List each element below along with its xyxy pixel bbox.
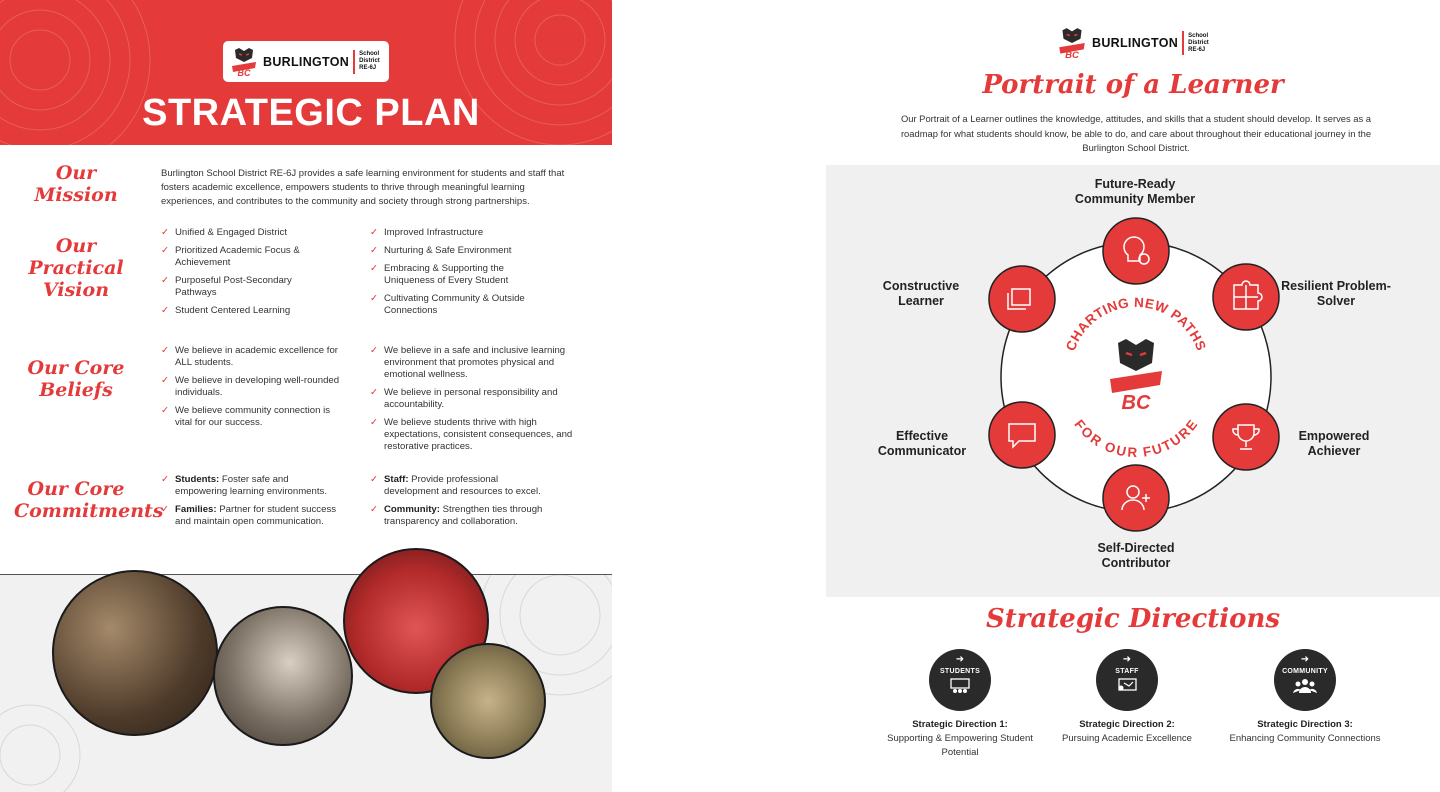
direction-1-badge: ➜ STUDENTS [929,649,991,711]
list-item: ✓ Student Centered Learning [161,305,331,317]
strategic-plan-page [0,0,612,792]
district-logo [1056,26,1209,60]
beliefs-heading: Our Core Beliefs [27,357,125,401]
portrait-description: Our Portrait of a Learner outlines the knowledge, attitudes, and skills that a student should develop. It serves as a roadmap for what students should know, be able to do, and care about throughout their educational journey in the Burlington School District. [900,113,1372,153]
list-item: ✓ We believe in personal responsibility and accountability. [370,387,580,411]
label-future-ready: Future-Ready Community Member [1074,177,1196,206]
list-item: ✓ Students: Foster safe and empowering learning environments. [161,474,341,498]
presentation-icon [1116,678,1138,694]
list-item: ✓ Families: Partner for student success and maintain open communication. [161,504,341,528]
list-item: ✓ We believe in developing well-rounded individuals. [161,375,341,399]
district-logo [223,41,389,82]
tiger-mascot-icon [229,46,259,78]
mission-heading: Our Mission [34,162,118,206]
direction-2-badge: ➜ STAFF [1096,649,1158,711]
mascot-letters: BC [237,67,251,78]
node-future-ready [1103,218,1169,284]
vision-list-1 [161,227,331,323]
label-empowered: Empowered Achiever [1298,429,1370,458]
list-item: ✓ Embracing & Supporting the Uniqueness of Every Student [370,263,540,287]
vision-list-2 [370,227,540,323]
photo-student-reading [213,606,353,746]
node-self-directed [1103,465,1169,531]
label-self-directed: Self-Directed Contributor [1097,541,1175,570]
logo-subtitle: School District RE-6J [1188,32,1209,53]
commitments-list-1 [161,474,341,534]
direction-2-text: Strategic Direction 2: Pursuing Academic Excellence [1062,719,1192,744]
direction-3-text: Strategic Direction 3: Enhancing Community Connections [1229,719,1381,744]
node-empowered [1213,404,1279,470]
logo-name: BURLINGTON [1092,36,1179,50]
list-item: ✓ We believe in academic excellence for ALL students. [161,345,341,369]
list-item: ✓ Purposeful Post-Secondary Pathways [161,275,331,299]
direction-3-badge: ➜ COMMUNITY [1274,649,1336,711]
wheel-diagram [826,165,1440,597]
arrow-right-icon: ➜ [955,654,965,665]
list-item: ✓ Staff: Provide professional development and resources to excel. [370,474,555,498]
node-constructive [989,266,1055,332]
photo-band-students [52,570,218,736]
commitments-heading: Our Core Commitments [14,478,164,522]
logo-name: BURLINGTON [263,54,350,69]
header-banner [0,0,612,145]
arc-text-top: CHARTING NEW PATHS [1062,294,1210,354]
portrait-title: Portrait of a Learner [982,70,1284,100]
list-item: ✓ We believe in a safe and inclusive learning environment that promotes physical and emotional wellness. [370,345,580,381]
people-group-icon [1293,678,1317,694]
portrait-page [826,0,1440,792]
mascot-letters: BC [1065,49,1079,60]
logo-subtitle: School District RE-6J [359,51,380,71]
logo-divider [353,50,355,74]
classroom-icon [949,678,971,694]
strategic-directions-title: Strategic Directions [985,604,1281,634]
list-item: ✓ Community: Strengthen ties through transparency and collaboration. [370,504,555,528]
node-communicator [989,402,1055,468]
direction-1-text: Strategic Direction 1: Supporting & Empowering Student Potential [887,719,1033,758]
beliefs-list-1 [161,345,341,435]
label-resilient: Resilient Problem-Solver [1281,279,1391,308]
photo-toddler [430,643,546,759]
arrow-right-icon: ➜ [1122,654,1132,665]
list-item: ✓ We believe community connection is vital for our success. [161,405,341,429]
learner-wheel [826,165,1440,597]
list-item: ✓ Cultivating Community & Outside Connections [370,293,540,317]
list-item: ✓ Improved Infrastructure [370,227,540,239]
vision-heading: Our Practical Vision [28,235,124,301]
logo-divider [1182,31,1184,55]
page-title: STRATEGIC PLAN [142,92,480,134]
beliefs-list-2 [370,345,580,459]
label-constructive: Constructive Learner [882,279,960,308]
label-communicator: Effective Communicator [877,429,967,458]
list-item: ✓ Prioritized Academic Focus & Achievement [161,245,331,269]
svg-text:BC: BC [1121,392,1151,414]
arc-text-bottom: FOR OUR FUTURE [1071,416,1201,460]
commitments-list-2 [370,474,555,534]
list-item: ✓ We believe students thrive with high expectations, consistent consequences, and restorative practices. [370,417,580,453]
arrow-right-icon: ➜ [1300,654,1310,665]
list-item: ✓ Unified & Engaged District [161,227,331,239]
tiger-mascot-icon [1056,26,1088,60]
list-item: ✓ Nurturing & Safe Environment [370,245,540,257]
mission-text: Burlington School District RE-6J provides a safe learning environment for students and staff that fosters academic excellence, empowers students to thrive through meaningful learning experiences, and contributes to the community and society through strong partnerships. [161,168,565,207]
